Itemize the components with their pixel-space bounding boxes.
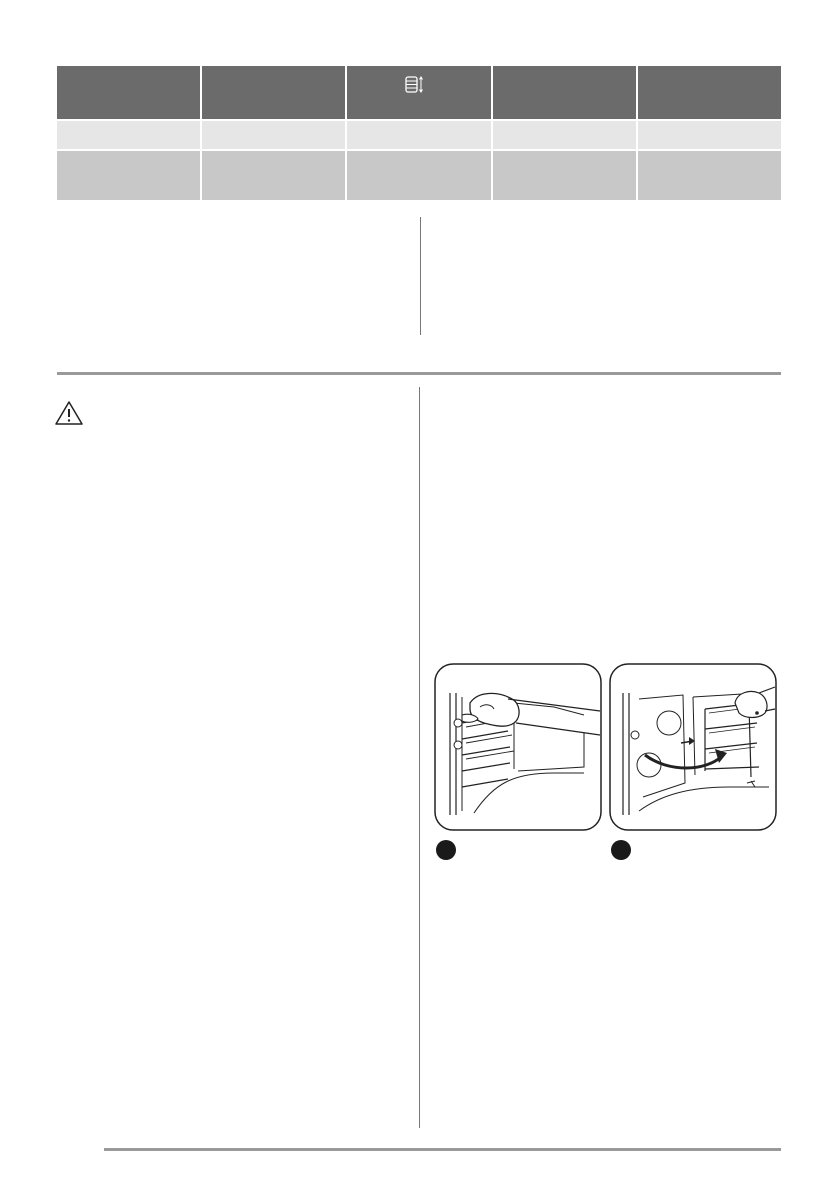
table-header-cell	[493, 66, 638, 119]
step-1-marker	[436, 840, 456, 860]
table-cell	[493, 121, 638, 149]
table-cell	[347, 121, 492, 149]
table-cell	[638, 151, 781, 200]
shelf-position-icon	[404, 75, 426, 97]
table-cell	[57, 121, 202, 149]
step-2-marker	[611, 840, 631, 860]
table-header-cell	[638, 66, 781, 119]
table-header-row	[57, 66, 781, 119]
table-cell	[493, 151, 638, 200]
table-header-cell	[347, 66, 492, 119]
table-cell	[347, 151, 492, 200]
hand-pulling-shelf-support-icon	[434, 663, 602, 831]
footer-divider	[104, 1148, 781, 1151]
table-header-cell	[202, 66, 347, 119]
table-row	[57, 149, 781, 200]
section-divider	[57, 372, 781, 375]
table-header-cell	[57, 66, 202, 119]
table-cell	[202, 151, 347, 200]
data-table	[57, 66, 781, 200]
table-cell	[57, 151, 202, 200]
column-divider	[420, 217, 421, 335]
warning-triangle-icon	[54, 400, 84, 426]
illustration-step-2	[609, 663, 777, 831]
shelf-support-removal-arrow-icon	[609, 663, 777, 831]
table-cell	[638, 121, 781, 149]
table-cell	[202, 121, 347, 149]
column-divider	[419, 387, 420, 1128]
table-row	[57, 119, 781, 149]
illustration-step-1	[434, 663, 602, 831]
